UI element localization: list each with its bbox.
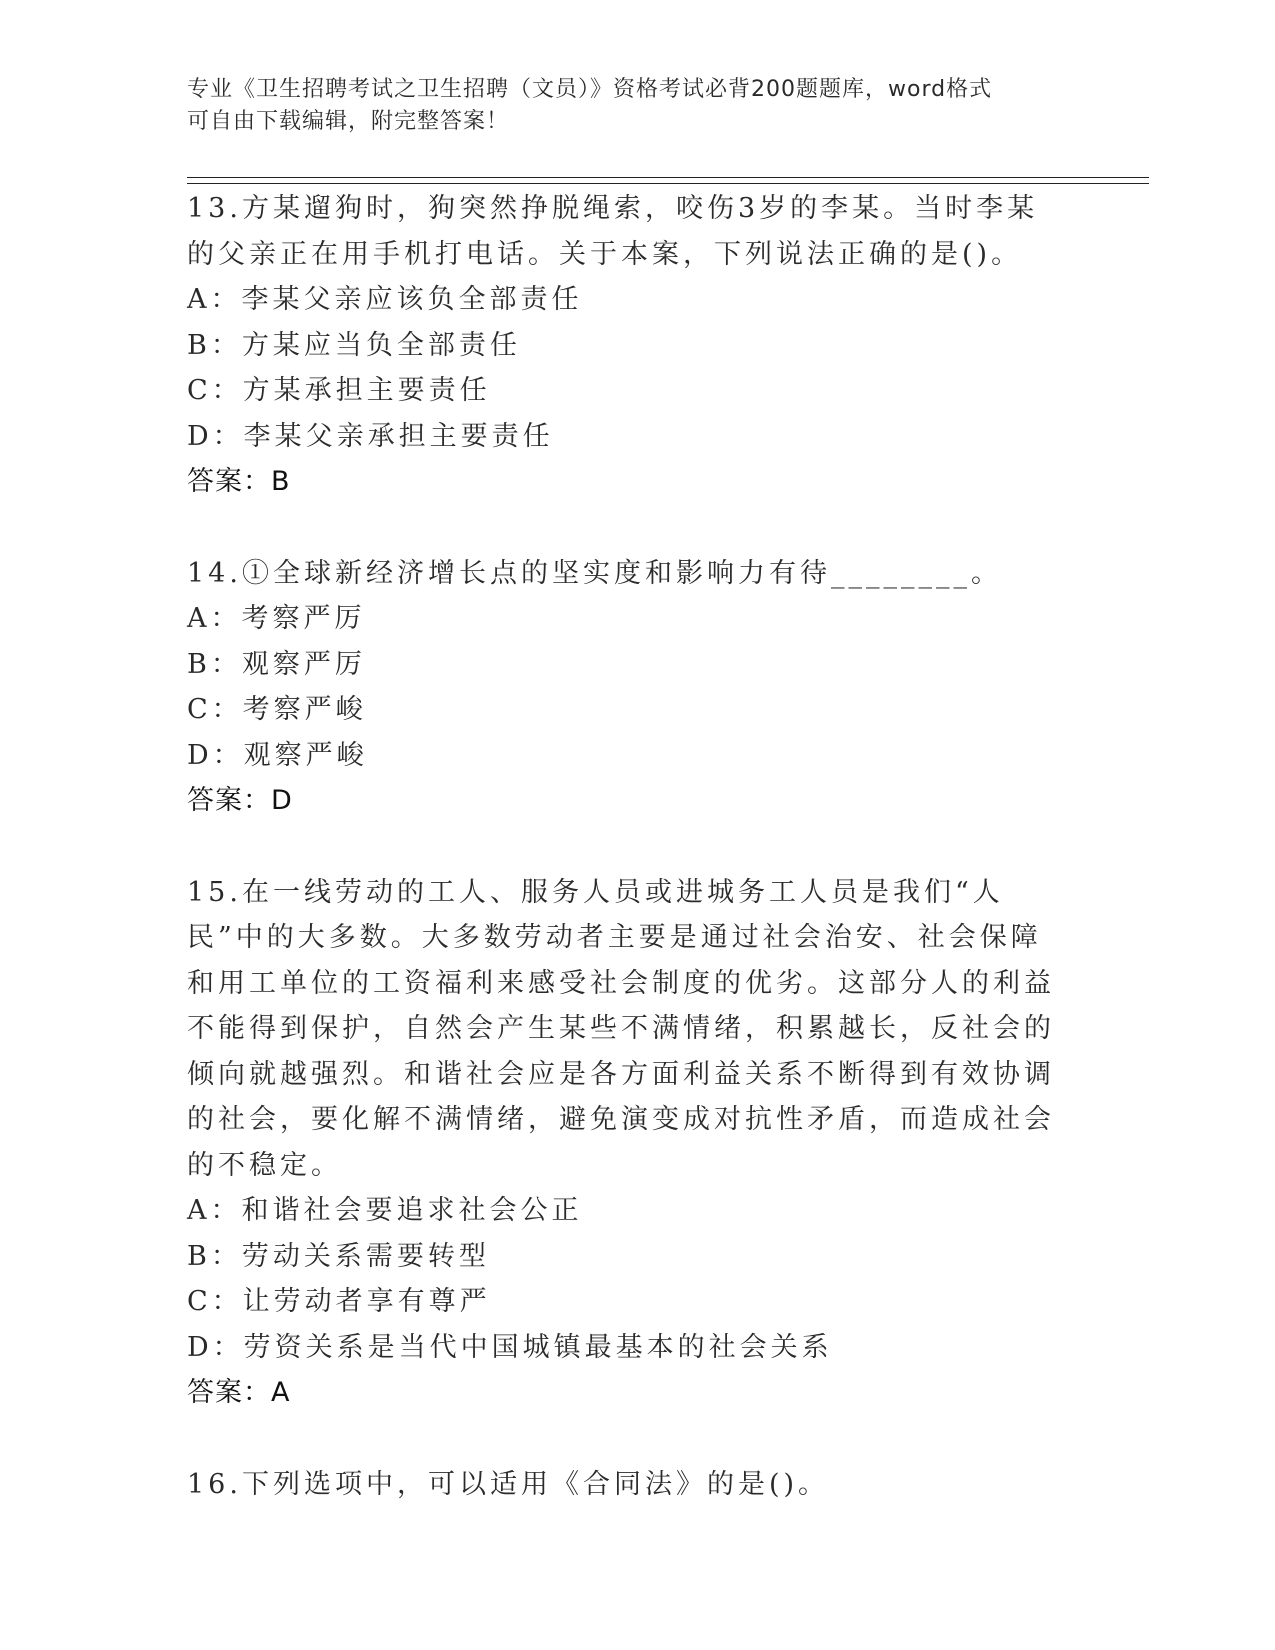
option-a: A：考察严厉 [187, 603, 366, 634]
question-16 [187, 1462, 1087, 1508]
answer-label: 答案：D [187, 785, 293, 816]
option-a: A：李某父亲应该负全部责任 [187, 284, 583, 315]
header-line-1: 专业《卫生招聘考试之卫生招聘（文员）》资格考试必背200题题库，word格式 [187, 77, 993, 102]
question-list [187, 186, 1087, 1553]
answer-label: 答案：A [187, 1377, 291, 1408]
option-c: C：让劳动者享有尊严 [187, 1286, 491, 1317]
question-14 [187, 551, 1087, 824]
option-d: D：观察严峻 [187, 739, 368, 771]
option-b: B：劳动关系需要转型 [187, 1240, 490, 1272]
document-header [187, 74, 1087, 138]
answer-label: 答案：B [187, 466, 291, 497]
question-text: 13.方某遛狗时，狗突然挣脱绳索，咬伤3岁的李某。当时李某的父亲正在用手机打电话。关于本案，下列说法正确的是()。 [187, 193, 1039, 270]
header-divider-top [187, 177, 1149, 178]
option-b: B：观察严厉 [187, 648, 366, 680]
option-c: C：考察严峻 [187, 694, 367, 725]
option-d: D：李某父亲承担主要责任 [187, 420, 554, 452]
question-text: 16.下列选项中，可以适用《合同法》的是()。 [187, 1468, 830, 1500]
option-c: C：方某承担主要责任 [187, 375, 491, 406]
option-b: B：方某应当负全部责任 [187, 329, 521, 361]
header-line-2: 可自由下载编辑，附完整答案！ [187, 109, 510, 134]
question-text: 15.在一线劳动的工人、服务人员或进城务工人员是我们“人民”中的大多数。大多数劳动者主要是通过社会治安、社会保障和用工单位的工资福利来感受社会制度的优劣。这部分人的利益不能得到保护，自然会产生某些不满情绪，积累越长，反社会的倾向就越强烈。和谐社会应是各方面利益关系不断得到有效协调的社会，要化解不满情绪，避免演变成对抗性矛盾，而造成社会的不稳定。 [187, 876, 1055, 1181]
question-text: 14.①全球新经济增长点的坚实度和影响力有待________。 [187, 557, 1002, 589]
option-d: D：劳资关系是当代中国城镇最基本的社会关系 [187, 1331, 833, 1363]
header-divider-bottom [187, 183, 1149, 184]
question-13 [187, 186, 1087, 505]
question-15 [187, 870, 1087, 1416]
option-a: A：和谐社会要追求社会公正 [187, 1195, 583, 1226]
